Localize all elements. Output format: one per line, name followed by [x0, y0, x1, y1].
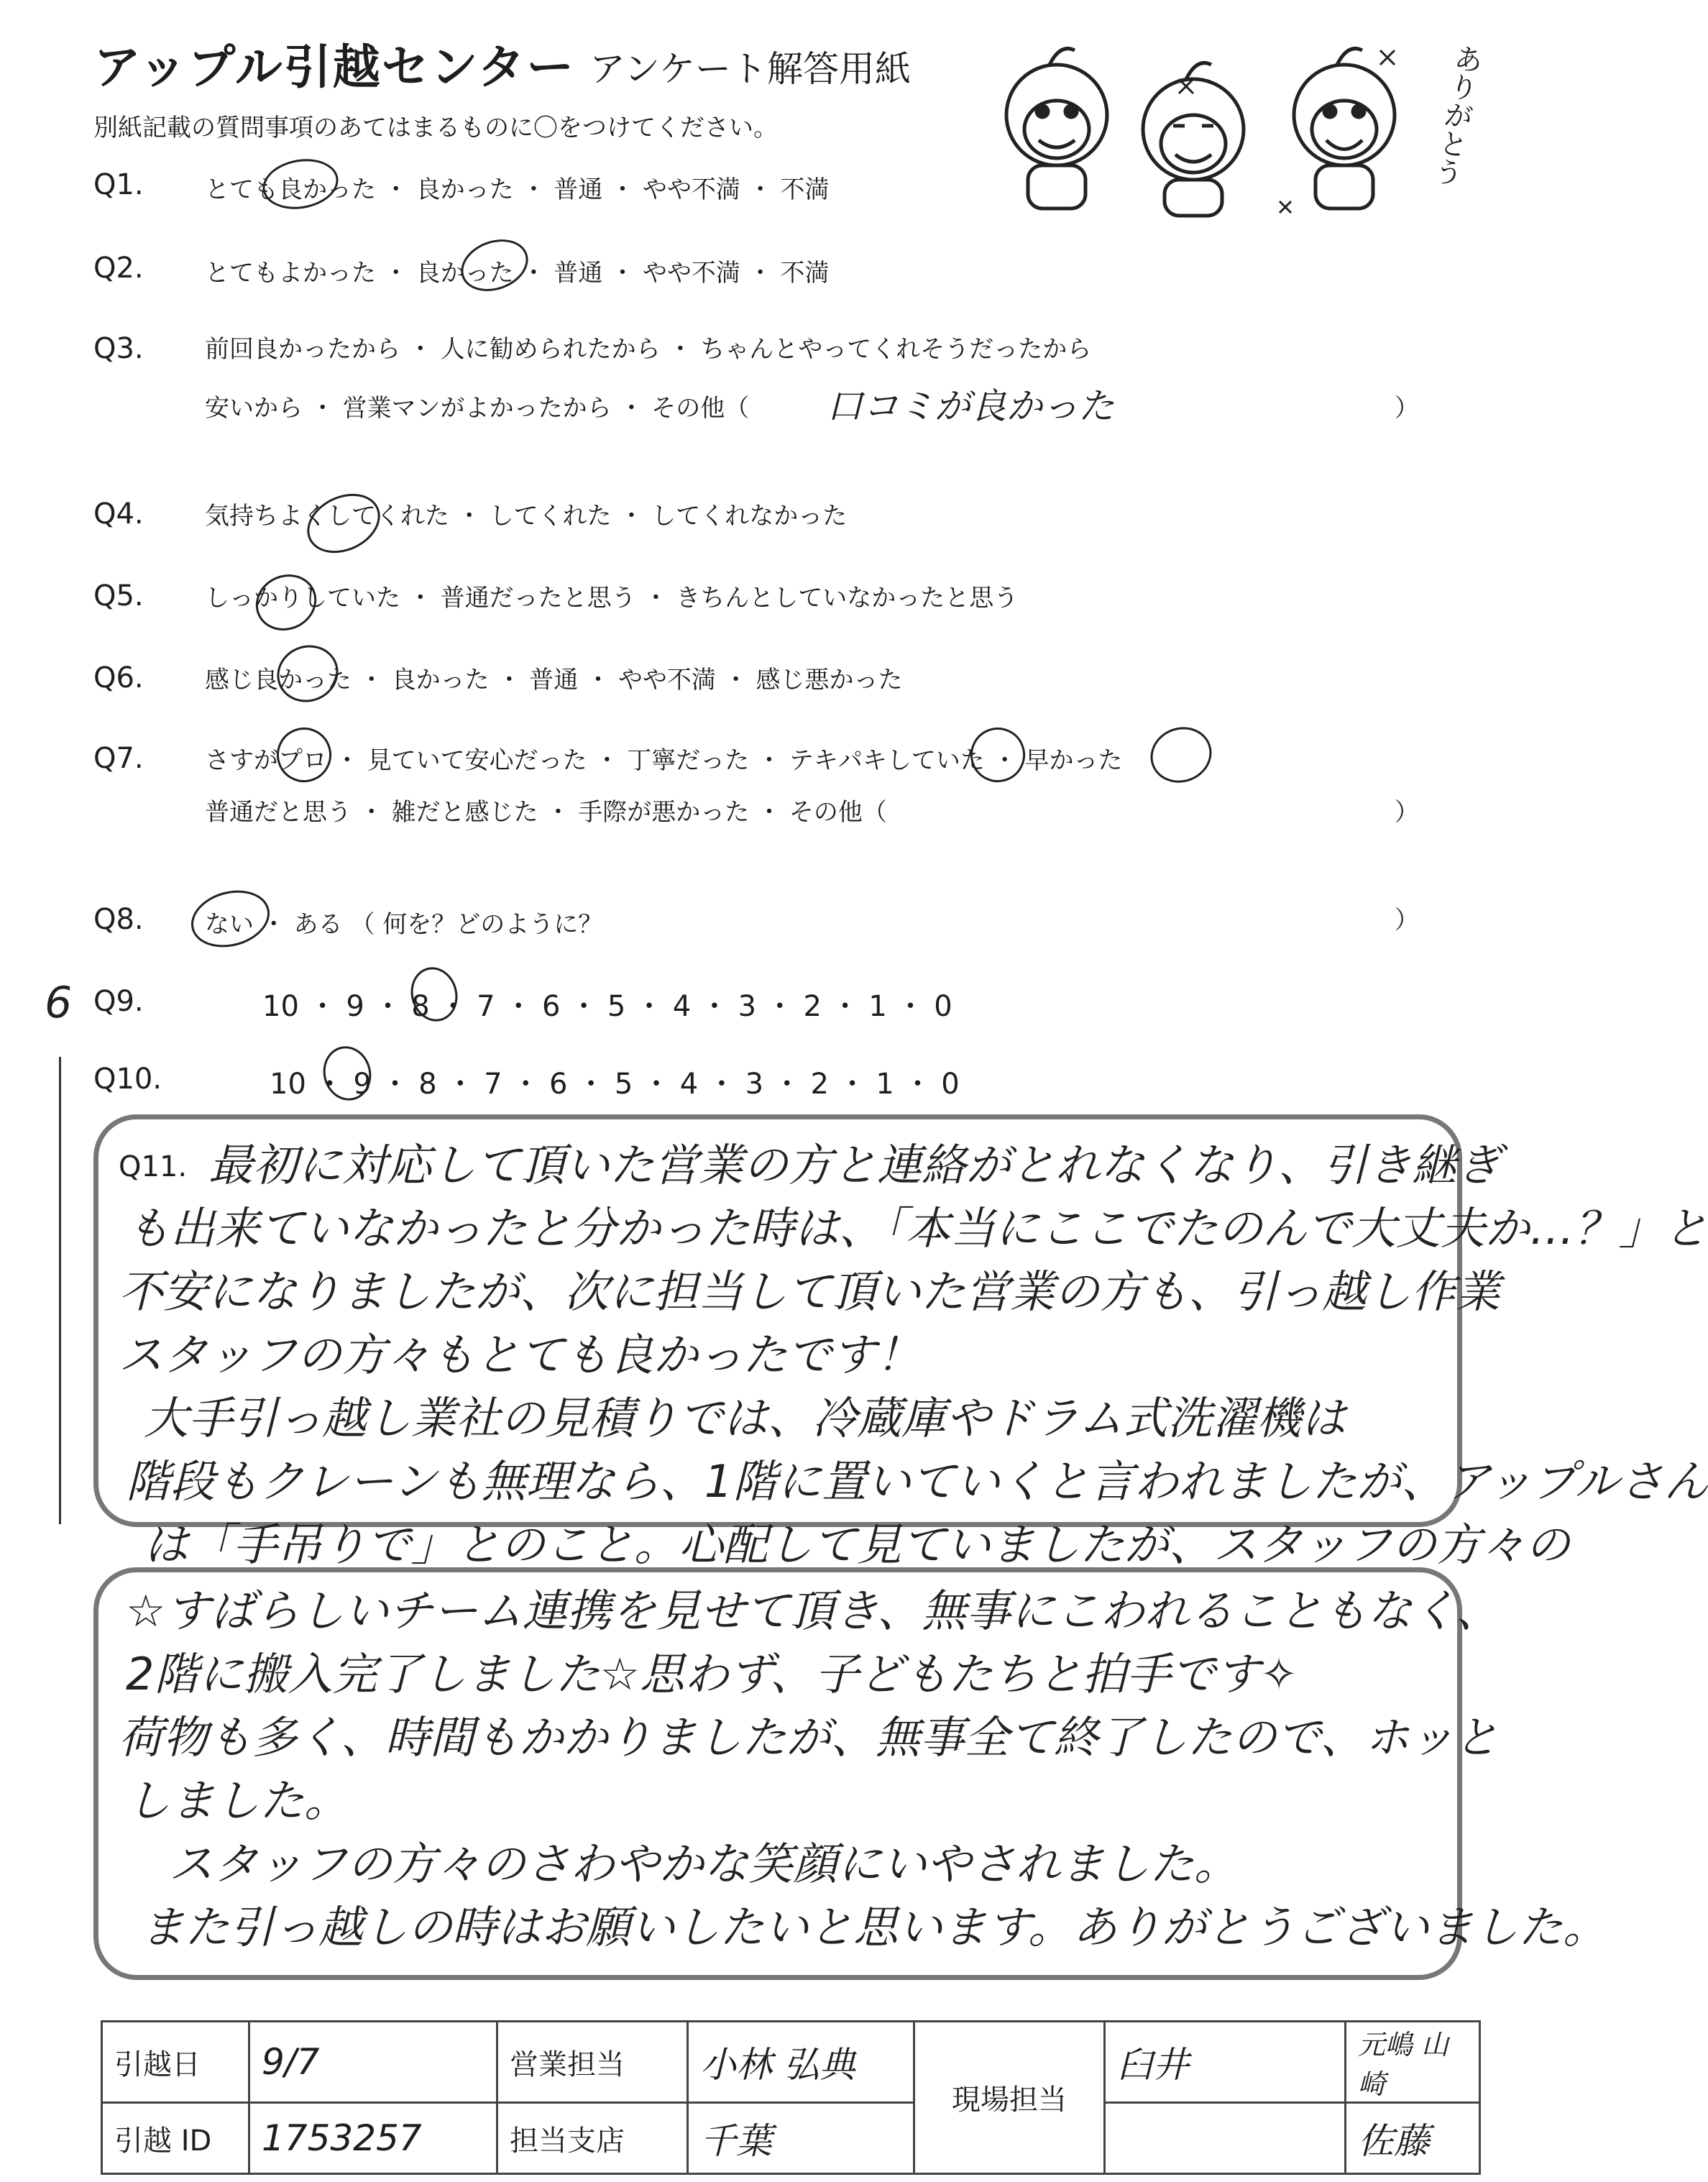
mascot-illustration — [978, 22, 1481, 223]
sales-rep-label: 営業担当 — [497, 2022, 688, 2103]
move-info-table — [101, 2020, 1481, 2175]
branch-label: 担当支店 — [497, 2103, 688, 2174]
branch-value: 千葉 — [688, 2103, 914, 2174]
site-staff-value-empty — [1105, 2103, 1346, 2174]
sales-rep-value: 小林 弘典 — [688, 2022, 914, 2103]
q6-options: 感じ良かった ・ 良かった ・ 普通 ・ やや不満 ・ 感じ悪かった — [205, 666, 903, 695]
q7-label: Q7. — [93, 742, 144, 775]
comment-line: 不安になりましたが、次に担当して頂いた営業の方も、引っ越し作業 — [119, 1265, 1501, 1318]
answer-circle — [185, 882, 276, 955]
move-id-label: 引越 ID — [102, 2103, 249, 2174]
q8-label: Q8. — [93, 903, 144, 936]
move-id-value: 1753257 — [249, 2103, 497, 2174]
q3-close-paren: ） — [1395, 394, 1419, 423]
comment-line: スタッフの方々もとても良かったです！ — [119, 1329, 922, 1381]
q10-scale: 10 ・ 9 ・ 8 ・ 7 ・ 6 ・ 5 ・ 4 ・ 3 ・ 2 ・ 1 ・ 0 — [270, 1068, 960, 1101]
site-staff-value-2: 元嶋 山崎 — [1346, 2022, 1480, 2103]
comment-line: 最初に対応して頂いた営業の方と連絡がとれなくなり、引き継ぎ — [208, 1139, 1502, 1191]
q8-close-paren: ） — [1395, 906, 1419, 935]
q7-close-paren: ） — [1395, 798, 1419, 827]
comment-line: 荷物も多く、時間もかかりましたが、無事全て終了したので、ホッと — [119, 1711, 1499, 1764]
comment-line: しました。 — [126, 1774, 349, 1827]
q2-label: Q2. — [93, 252, 144, 285]
q2-options: とてもよかった ・ 良かった ・ 普通 ・ やや不満 ・ 不満 — [205, 259, 830, 288]
comment-line: 大手引っ越し業社の見積りでは、冷蔵庫やドラム式洗濯機は — [144, 1392, 1346, 1444]
q4-label: Q4. — [93, 498, 144, 531]
answer-circle — [269, 637, 346, 711]
comment-line: も出来ていなかったと分かった時は、「本当にここでたのんで大丈夫か…？」と — [126, 1202, 1708, 1255]
mascot-caption: ありがとう — [1427, 41, 1486, 189]
monkey-face-icon — [1006, 49, 1107, 209]
site-staff-label: 現場担当 — [914, 2022, 1105, 2174]
monkey-face-icon — [1294, 49, 1395, 209]
q4-options: 気持ちよくしてくれた ・ してくれた ・ してくれなかった — [205, 502, 848, 531]
q7-options-line2: 普通だと思う ・ 雑だと感じた ・ 手際が悪かった ・ その他（ — [205, 798, 887, 827]
instruction-text: 別紙記載の質問事項のあてはまるものに〇をつけてください。 — [93, 114, 778, 142]
comment-line: 階段もクレーンも無理なら、1階に置いていくと言われましたが、アップルさん — [126, 1455, 1708, 1508]
q1-options: とても良かった ・ 良かった ・ 普通 ・ やや不満 ・ 不満 — [205, 175, 830, 204]
q3-options-line1: 前回良かったから ・ 人に勧められたから ・ ちゃんとやってくれそうだったから — [205, 335, 1092, 364]
margin-bracket-line — [59, 1057, 61, 1524]
answer-circle — [1143, 719, 1220, 792]
answer-circle — [259, 153, 342, 214]
answer-circle — [269, 720, 339, 789]
q8-options: ない ・ ある （ 何を？どのように？ — [205, 910, 603, 939]
comment-line: 2階に搬入完了しました☆思わず、子どもたちと拍手です✧ — [126, 1648, 1298, 1700]
q7-options-line1: さすがプロ ・ 見ていて安心だった ・ 丁寧だった ・ テキパキしていた ・ 早かった — [205, 746, 1123, 775]
q9-scale: 10 ・ 9 ・ 8 ・ 7 ・ 6 ・ 5 ・ 4 ・ 3 ・ 2 ・ 1 ・ 0 — [262, 990, 952, 1023]
move-date-label: 引越日 — [102, 2022, 249, 2103]
q6-label: Q6. — [93, 661, 144, 695]
company-name: アップル引越センター — [93, 40, 576, 95]
comment-line: また引っ越しの時はお願いしたいと思います。ありがとうございました。 — [140, 1901, 1608, 1953]
form-title: アンケート解答用紙 — [589, 48, 911, 90]
answer-circle — [454, 231, 535, 301]
answer-circle — [298, 482, 390, 564]
q10-label: Q10. — [93, 1063, 162, 1096]
q9-label: Q9. — [93, 985, 144, 1018]
margin-mark: 6 — [45, 978, 73, 1028]
q1-label: Q1. — [93, 168, 144, 201]
answer-circle — [963, 720, 1032, 789]
monkey-face-icon — [1143, 63, 1244, 216]
comment-line: は「手吊りで」とのこと。心配して見ていましたが、スタッフの方々の — [144, 1518, 1571, 1571]
site-staff-value-3: 佐藤 — [1346, 2103, 1480, 2174]
q3-label: Q3. — [93, 332, 144, 365]
comment-line: スタッフの方々のさわやかな笑顔にいやされました。 — [169, 1838, 1239, 1890]
q11-label: Q11. — [119, 1150, 188, 1183]
q5-options: しっかりしていた ・ 普通だったと思う ・ きちんとしていなかったと思う — [205, 584, 1019, 613]
move-date-value: 9/7 — [249, 2022, 497, 2103]
q3-other-answer: 口コミが良かった — [827, 385, 1114, 427]
site-staff-value-1: 臼井 — [1105, 2022, 1346, 2103]
answer-circle — [247, 564, 326, 640]
q3-options-line2: 安いから ・ 営業マンがよかったから ・ その他（ — [205, 394, 750, 423]
q5-label: Q5. — [93, 579, 144, 613]
comment-line: ☆すばらしいチーム連携を見せて頂き、無事にこわれることもなく、 — [126, 1585, 1500, 1637]
